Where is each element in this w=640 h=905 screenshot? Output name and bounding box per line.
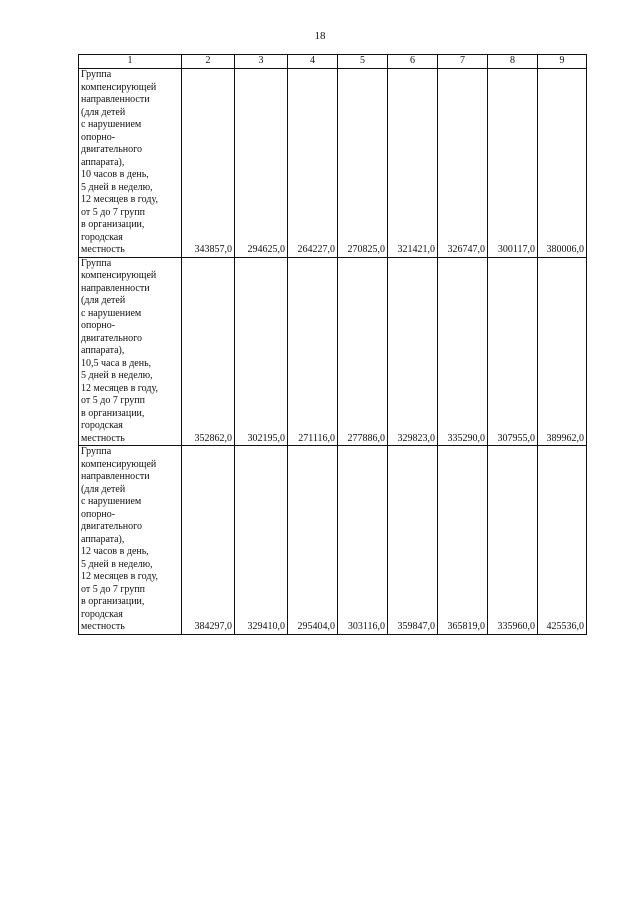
row-label <box>79 446 182 635</box>
column-header: 1 <box>79 55 182 69</box>
row-label-line: 5 дней в неделю, <box>81 370 153 381</box>
page-number: 18 <box>314 30 326 42</box>
row-label-line: Группа <box>81 446 112 457</box>
table-row <box>79 257 587 446</box>
column-header: 7 <box>438 55 488 69</box>
row-label-line: Группа <box>81 69 112 80</box>
value-cell: 302195,0 <box>235 257 288 446</box>
column-header: 9 <box>538 55 587 69</box>
value-cell: 343857,0 <box>182 69 235 258</box>
row-label-line: с нарушением <box>81 119 142 130</box>
value-cell: 335290,0 <box>438 257 488 446</box>
row-label-line: аппарата), <box>81 345 125 356</box>
value-cell: 300117,0 <box>488 69 538 258</box>
value-cell: 384297,0 <box>182 446 235 635</box>
row-label-line: городская <box>81 231 123 243</box>
value-cell: 389962,0 <box>538 257 587 446</box>
value-cell: 295404,0 <box>288 446 338 635</box>
row-label-line: от 5 до 7 групп <box>81 206 145 218</box>
table-row <box>79 446 587 635</box>
value-cell: 365819,0 <box>438 446 488 635</box>
table-body <box>79 69 587 635</box>
row-label-line: от 5 до 7 групп <box>81 395 145 406</box>
table-row <box>79 69 587 258</box>
column-header: 2 <box>182 55 235 69</box>
row-label-line: компенсирующей <box>81 270 157 281</box>
column-header: 5 <box>338 55 388 69</box>
row-label-line: 12 часов в день, <box>81 546 149 557</box>
value-cell: 380006,0 <box>538 69 587 258</box>
column-header: 4 <box>288 55 338 69</box>
column-header: 6 <box>388 55 438 69</box>
value-cell: 359847,0 <box>388 446 438 635</box>
row-label-line: двигательного <box>81 332 143 344</box>
value-cell: 335960,0 <box>488 446 538 635</box>
row-label-line: 5 дней в неделю, <box>81 181 153 193</box>
value-cell: 326747,0 <box>438 69 488 258</box>
value-cell: 271116,0 <box>288 257 338 446</box>
header-row <box>79 55 587 69</box>
row-label <box>79 257 182 446</box>
row-label <box>79 69 182 258</box>
row-label-line: с нарушением <box>81 496 142 507</box>
row-label-line: аппарата), <box>81 533 125 545</box>
row-label-line: компенсирующей <box>81 458 157 470</box>
row-label-line: направленности <box>81 282 150 294</box>
row-label-line: 10,5 часа в день, <box>81 357 152 369</box>
row-label-line: Группа <box>81 257 112 269</box>
value-cell: 277886,0 <box>338 257 388 446</box>
value-cell: 270825,0 <box>338 69 388 258</box>
row-label-line: от 5 до 7 групп <box>81 583 145 595</box>
value-cell: 321421,0 <box>388 69 438 258</box>
column-header: 8 <box>488 55 538 69</box>
value-cell: 352862,0 <box>182 257 235 446</box>
value-cell: 329410,0 <box>235 446 288 635</box>
row-label-line: местность <box>81 244 125 255</box>
row-label-line: в организации, <box>81 596 145 607</box>
row-label-line: в организации, <box>81 219 145 230</box>
row-label-line: местность <box>81 621 125 632</box>
row-label-line: компенсирующей <box>81 81 157 93</box>
row-label-line: городская <box>81 420 123 431</box>
row-label-line: 5 дней в неделю, <box>81 558 153 570</box>
value-cell: 329823,0 <box>388 257 438 446</box>
tariff-table <box>78 54 587 635</box>
row-label-line: направленности <box>81 94 150 105</box>
value-cell: 303116,0 <box>338 446 388 635</box>
row-label-line: опорно- <box>81 508 116 520</box>
row-label-line: (для детей <box>81 106 126 118</box>
row-label-line: в организации, <box>81 407 145 419</box>
row-label-line: 12 месяцев в году, <box>81 382 158 394</box>
row-label-line: (для детей <box>81 483 126 495</box>
row-label-line: (для детей <box>81 295 126 306</box>
row-label-line: аппарата), <box>81 156 125 168</box>
row-label-line: направленности <box>81 471 150 482</box>
row-label-line: опорно- <box>81 131 116 143</box>
value-cell: 294625,0 <box>235 69 288 258</box>
row-label-line: 12 месяцев в году, <box>81 571 158 582</box>
row-label-line: двигательного <box>81 144 143 155</box>
column-header: 3 <box>235 55 288 69</box>
row-label-line: двигательного <box>81 521 143 532</box>
row-label-line: с нарушением <box>81 307 142 319</box>
row-label-line: местность <box>81 432 125 444</box>
value-cell: 425536,0 <box>538 446 587 635</box>
row-label-line: 10 часов в день, <box>81 169 149 180</box>
row-label-line: опорно- <box>81 320 116 331</box>
value-cell: 307955,0 <box>488 257 538 446</box>
value-cell: 264227,0 <box>288 69 338 258</box>
row-label-line: городская <box>81 608 123 620</box>
row-label-line: 12 месяцев в году, <box>81 194 158 205</box>
